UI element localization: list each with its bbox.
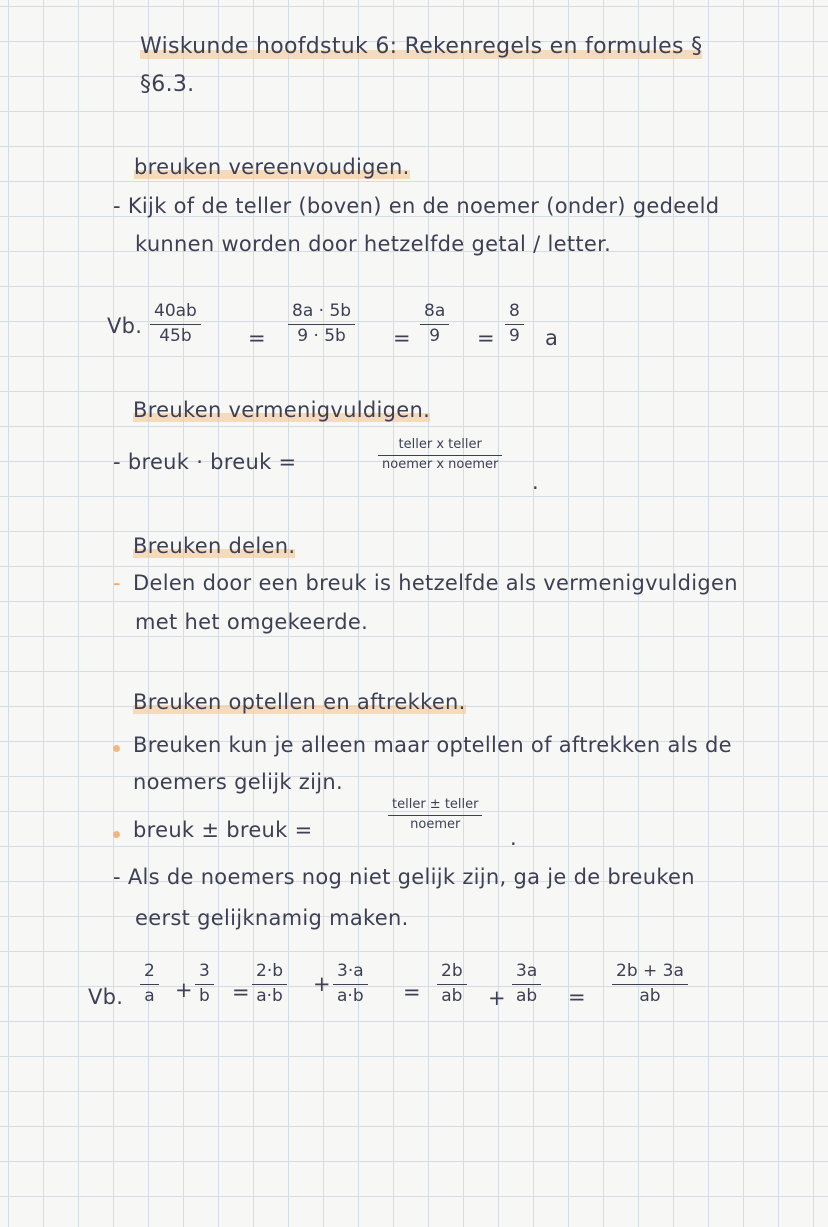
fraction-denominator: 9 [429,326,441,347]
equals-sign: = [232,980,250,1004]
optellen-text-1: Breuken kun je alleen maar optellen of aftrekken als de [133,733,732,757]
fraction-denominator: a·b [256,986,283,1007]
fraction-numerator: teller ± teller [392,797,479,812]
fraction-bar [388,815,482,817]
equals-sign: = [568,985,586,1009]
plus-sign: + [313,972,331,996]
fraction-8-9 [505,302,524,347]
fraction-bar [378,455,502,457]
optellen-text-2: noemers gelijk zijn. [133,770,343,794]
fraction-8a5b-95b [288,302,355,347]
delen-text-1: Delen door een breuk is hetzelfde als vermenigvuldigen [133,571,738,595]
equals-sign: = [393,326,411,350]
fraction-numerator: teller x teller [398,437,482,452]
fraction-numerator: 3a [516,961,538,981]
fraction-numerator: 2b + 3a [616,961,684,981]
fraction-3a-over-ab [512,962,541,1007]
optellen-text-4: eerst gelijknamig maken. [135,906,409,930]
fraction-8a-9 [420,302,449,347]
section-number: §6.3. [140,72,195,97]
page-title: Wiskunde hoofdstuk 6: Rekenregels en formules § [140,34,703,59]
fraction-result [612,962,688,1007]
fraction-numerator: 2 [144,961,155,981]
plus-sign: + [175,978,193,1002]
fraction-3a-ab [333,962,368,1007]
fraction-bar [140,984,159,986]
fraction-bar [420,324,449,326]
fraction-denominator: ab [441,986,463,1007]
heading-vereenvoudigen: breuken vereenvoudigen. [134,155,410,179]
vermenigvuldigen-text-1: - breuk · breuk = [113,450,297,474]
fraction-bar [195,984,214,986]
bullet-icon [113,745,120,752]
dash-marker: - [113,571,121,595]
fraction-2b-over-ab [437,962,467,1007]
fraction-numerator: 8a · 5b [292,301,352,321]
fraction-3-b [195,962,214,1007]
fraction-bar [150,324,201,326]
fraction-numerator: 8 [509,301,520,321]
heading-optellen-aftrekken: Breuken optellen en aftrekken. [133,690,466,714]
fraction-numerator: 3·a [337,961,364,981]
example-label: Vb. [88,985,124,1009]
fraction-denominator: ab [516,986,538,1007]
fraction-numerator: 2·b [256,961,284,981]
fraction-teller-noemer [378,438,502,473]
fraction-2-a [140,962,159,1007]
example-label: Vb. [107,314,143,338]
vereenvoudigen-text-2: kunnen worden door hetzelfde getal / letter. [135,232,612,256]
optellen-bullet-text: breuk ± breuk = [133,818,313,842]
bullet-icon [113,831,120,838]
equals-sign: = [248,326,266,350]
period: . [532,470,539,494]
fraction-numerator: 8a [424,301,446,321]
fraction-bar [333,984,368,986]
fraction-denominator: ab [639,986,661,1007]
fraction-2b-ab [252,962,287,1007]
fraction-40ab-45b [150,302,201,347]
fraction-denominator: b [199,986,210,1007]
fraction-denominator: noemer [410,817,461,833]
equals-sign: = [477,326,495,350]
fraction-bar [612,984,688,986]
fraction-denominator: a·b [337,986,364,1007]
variable-a: a [545,326,558,350]
fraction-tellerpm-noemer [388,798,482,833]
fraction-bar [505,324,524,326]
fraction-denominator: 45b [159,326,192,347]
fraction-numerator: 3 [199,961,210,981]
fraction-bar [512,984,541,986]
fraction-numerator: 2b [441,961,463,981]
plus-sign: + [488,986,506,1010]
fraction-denominator: 9 · 5b [297,326,346,347]
delen-text-2: met het omgekeerde. [135,610,369,634]
period: . [510,826,517,850]
equals-sign: = [403,980,421,1004]
fraction-bar [437,984,467,986]
fraction-denominator: noemer x noemer [382,457,499,473]
heading-vermenigvuldigen: Breuken vermenigvuldigen. [133,398,431,422]
fraction-denominator: 9 [509,326,520,347]
fraction-bar [288,324,355,326]
fraction-bar [252,984,287,986]
optellen-text-3: - Als de noemers nog niet gelijk zijn, ga je de breuken [113,865,695,889]
vereenvoudigen-text-1: - Kijk of de teller (boven) en de noemer (onder) gedeeld [113,194,720,218]
fraction-numerator: 40ab [154,301,197,321]
fraction-denominator: a [144,986,155,1007]
heading-delen: Breuken delen. [133,534,296,558]
